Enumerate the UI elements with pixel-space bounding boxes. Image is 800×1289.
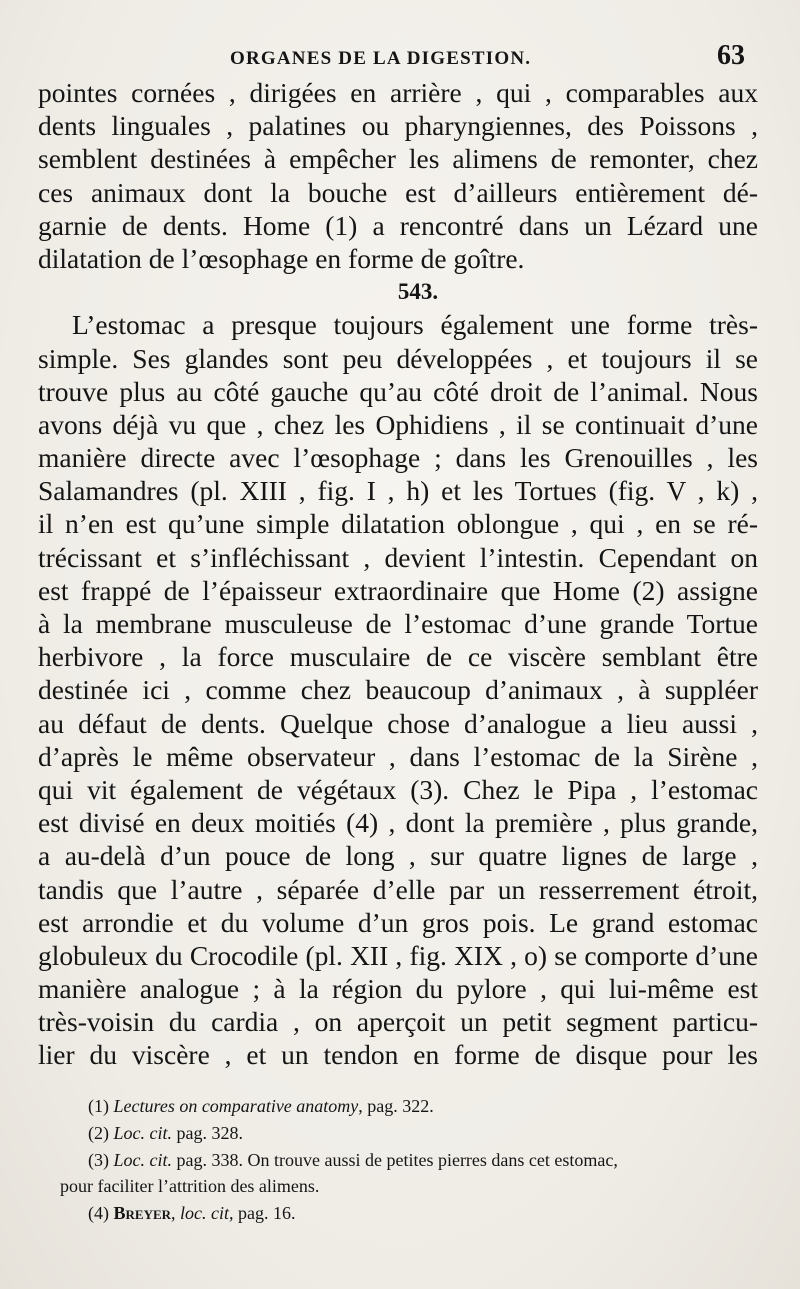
text-line: Salamandres (pl. XIII , fig. I , h) et les Tortues (fig. V , k) , — [38, 475, 758, 507]
text-line: ces animaux dont la bouche est d’ailleurs entièrement dé- — [38, 176, 758, 208]
footnote-2 — [60, 1120, 770, 1147]
text-line: dents linguales , palatines ou pharyngiennes, des Poissons , — [38, 110, 758, 142]
text-line: trouve plus au côté gauche qu’au côté droit de l’animal. Nous — [38, 375, 758, 407]
footnote-3 — [60, 1147, 770, 1174]
text-line: globuleux du Crocodile (pl. XII , fig. XIX , o) se comporte d’une — [38, 939, 758, 971]
footnote-4-author: Breyer — [113, 1203, 172, 1224]
text-line: d’après le même observateur , dans l’estomac de la Sirène , — [38, 740, 758, 772]
text-line: très-voisin du cardia , on aperçoit un petit segment particu- — [38, 1006, 758, 1038]
footnote-3-continued: pour faciliter l’attrition des alimens. — [60, 1176, 320, 1197]
text-line: qui vit également de végétaux (3). Chez le Pipa , l’estomac — [38, 773, 758, 805]
footnote-4-text: pag. 16. — [238, 1203, 296, 1224]
text-line: est divisé en deux moitiés (4) , dont la première , plus grande, — [38, 807, 758, 839]
footnote-2-number: (2) — [88, 1122, 109, 1143]
footnotes — [60, 1093, 770, 1227]
text-line: pointes cornées , dirigées en arrière , qui , comparables aux — [38, 77, 758, 108]
body-text — [38, 76, 758, 1072]
text-line: trécissant et s’infléchissant , devient l’intestin. Cependant on — [38, 541, 758, 573]
footnote-4-ref: loc. cit, — [180, 1203, 234, 1224]
footnote-4: (4) Breyer, loc. cit, pag. 16. — [88, 1203, 296, 1224]
paragraph-continued — [38, 76, 758, 275]
text-line: a au-delà d’un pouce de long , sur quatre lignes de large , — [38, 840, 758, 872]
text-line: lier du viscère , et un tendon en forme de disque pour les — [38, 1039, 758, 1071]
text-line: est arrondie et du volume d’un gros pois. Le grand estomac — [38, 906, 758, 938]
text-line: avons déjà vu que , chez les Ophidiens , il se continuait d’une — [38, 408, 758, 440]
text-line: garnie de dents. Home (1) a rencontré dans un Lézard une — [38, 209, 758, 241]
footnote-1-number: (1) — [88, 1096, 109, 1116]
page-header — [40, 40, 745, 76]
text-line: à la membrane musculeuse de l’estomac d’une grande Tortue — [38, 608, 758, 639]
footnote-2-text: pag. 328. — [176, 1122, 243, 1143]
footnote-1-title: Lectures on comparative anatomy — [113, 1096, 359, 1116]
footnote-3-text: pag. 338. On trouve aussi de petites pierres dans cet estomac, — [176, 1149, 618, 1170]
footnote-2-ref: Loc. cit. — [113, 1122, 172, 1143]
text-line: dilatation de l’œsophage en forme de goître. — [38, 242, 525, 274]
running-head: ORGANES DE LA DIGESTION. — [230, 48, 532, 69]
text-line: manière analogue ; à la région du pylore , qui lui-même est — [38, 973, 758, 1005]
footnote-1 — [60, 1093, 770, 1120]
text-line: il n’en est qu’une simple dilatation oblongue , qui , en se ré- — [38, 508, 758, 540]
section-number: 543. — [397, 279, 439, 305]
text-line: est frappé de l’épaisseur extraordinaire que Home (2) assigne — [38, 574, 758, 606]
text-line: tandis que l’autre , séparée d’elle par un resserrement étroit, — [38, 873, 758, 905]
text-line: destinée ici , comme chez beaucoup d’animaux , à suppléer — [38, 674, 758, 706]
text-line: semblent destinées à empêcher les alimens de remonter, chez — [38, 143, 758, 175]
footnote-1-text: , pag. 322. — [358, 1096, 434, 1116]
text-line: au défaut de dents. Quelque chose d’analogue a lieu aussi , — [38, 707, 758, 739]
page-number: 63 — [717, 40, 745, 71]
paragraph-543 — [38, 308, 758, 1071]
text-line: simple. Ses glandes sont peu développées , et toujours il se — [38, 342, 758, 374]
footnote-3-number: (3) — [88, 1149, 109, 1170]
text-line: L’estomac a presque toujours également une forme très- — [72, 309, 758, 341]
footnote-4-number: (4) — [88, 1203, 109, 1224]
text-line: manière directe avec l’œsophage ; dans les Grenouilles , les — [38, 442, 758, 474]
footnote-3-ref: Loc. cit. — [113, 1149, 172, 1170]
text-line: herbivore , la force musculaire de ce viscère semblant être — [38, 641, 758, 673]
